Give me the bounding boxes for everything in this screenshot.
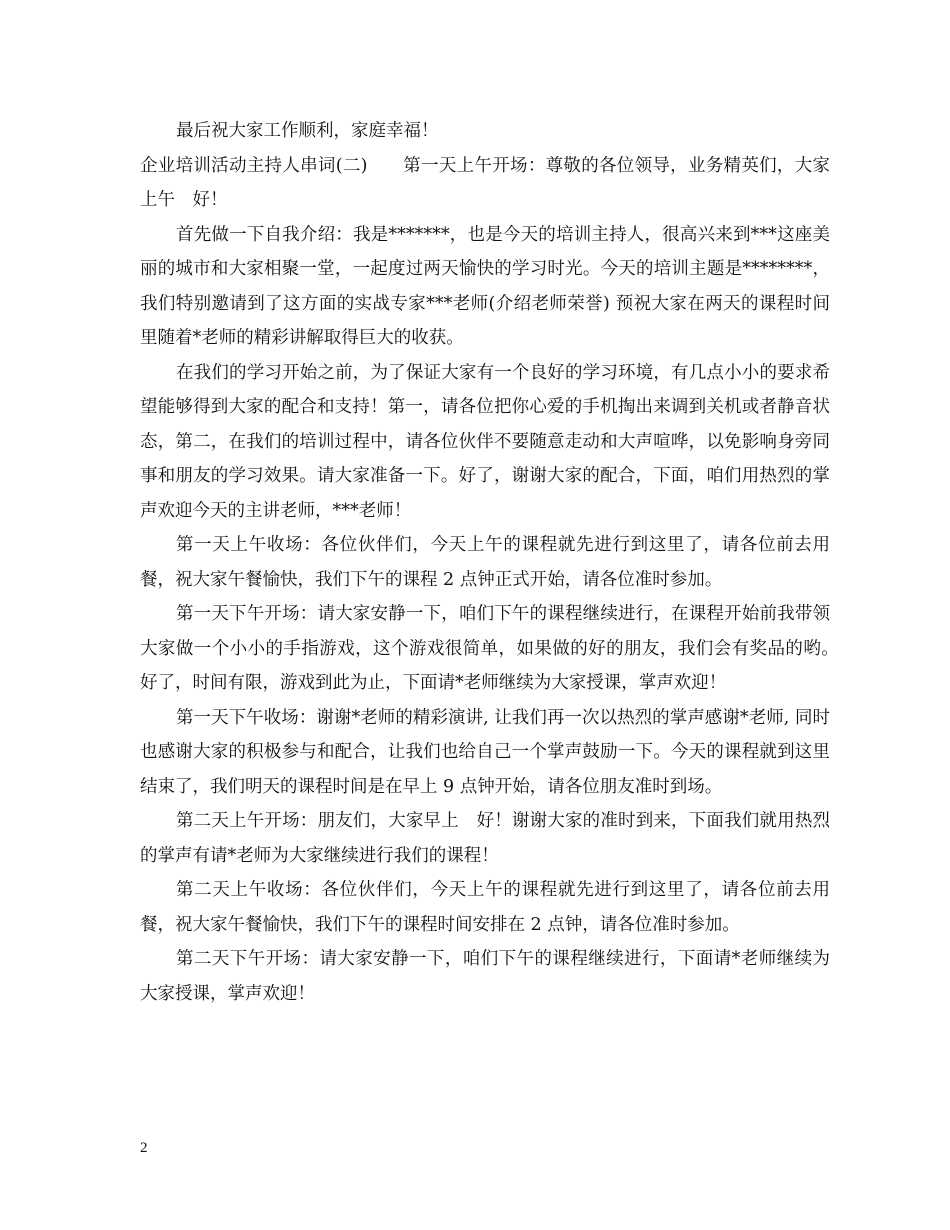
document-body	[140, 114, 848, 1011]
day2-morning-close-paragraph: 第二天上午收场：各位伙伴们，今天上午的课程就先进行到这里了，请各位前去用餐，祝大家午餐愉快，我们下午的课程时间安排在 2 点钟，请各位准时参加。	[140, 880, 830, 935]
day1-afternoon-close-paragraph: 第一天下午收场：谢谢*老师的精彩演讲, 让我们再一次以热烈的掌声感谢*老师, 同时也感谢大家的积极参与和配合，让我们也给自己一个掌声鼓励一下。今天的课程就到这里结束了，我们明天的课程时间是在早上 9 点钟开始，请各位朋友准时到场。	[140, 707, 830, 797]
self-introduction-paragraph: 首先做一下自我介绍：我是*******，也是今天的培训主持人，很高兴来到***这座美丽的城市和大家相聚一堂，一起度过两天愉快的学习时光。今天的培训主题是********，我们特别邀请到了这方面的实战专家***老师(介绍老师荣誉) 预祝大家在两天的课程时间里随着*老师的精彩讲解取得巨大的收获。	[140, 224, 830, 348]
section-heading-paragraph: 企业培训活动主持人串词(二) 第一天上午开场：尊敬的各位领导，业务精英们，大家上午 好！	[140, 155, 830, 210]
day1-afternoon-open-paragraph: 第一天下午开场：请大家安静一下，咱们下午的课程继续进行，在课程开始前我带领大家做一个小小的手指游戏，这个游戏很简单，如果做的好的朋友，我们会有奖品的哟。 好了，时间有限，游戏到此为止，下面请*老师继续为大家授课，掌声欢迎！	[140, 604, 848, 693]
rules-paragraph: 在我们的学习开始之前，为了保证大家有一个良好的学习环境，有几点小小的要求希望能够得到大家的配合和支持！第一，请各位把你心爱的手机掏出来调到关机或者静音状态，第二，在我们的培训过程中，请各位伙伴不要随意走动和大声喧哗，以免影响身旁同事和朋友的学习效果。请大家准备一下。好了，谢谢大家的配合，下面，咱们用热烈的掌声欢迎今天的主讲老师，***老师！	[140, 362, 830, 521]
day1-morning-close-paragraph: 第一天上午收场：各位伙伴们，今天上午的课程就先进行到这里了，请各位前去用餐，祝大家午餐愉快，我们下午的课程 2 点钟正式开始，请各位准时参加。	[140, 535, 830, 590]
page-number: 2	[140, 1140, 148, 1156]
day2-afternoon-open-paragraph: 第二天下午开场：请大家安静一下，咱们下午的课程继续进行，下面请*老师继续为大家授课，掌声欢迎！	[140, 949, 830, 1004]
closing-paragraph: 最后祝大家工作顺利，家庭幸福！	[176, 121, 439, 141]
day2-morning-open-paragraph: 第二天上午开场：朋友们，大家早上 好！谢谢大家的准时到来，下面我们就用热烈的掌声有请*老师为大家继续进行我们的课程！	[140, 811, 830, 866]
